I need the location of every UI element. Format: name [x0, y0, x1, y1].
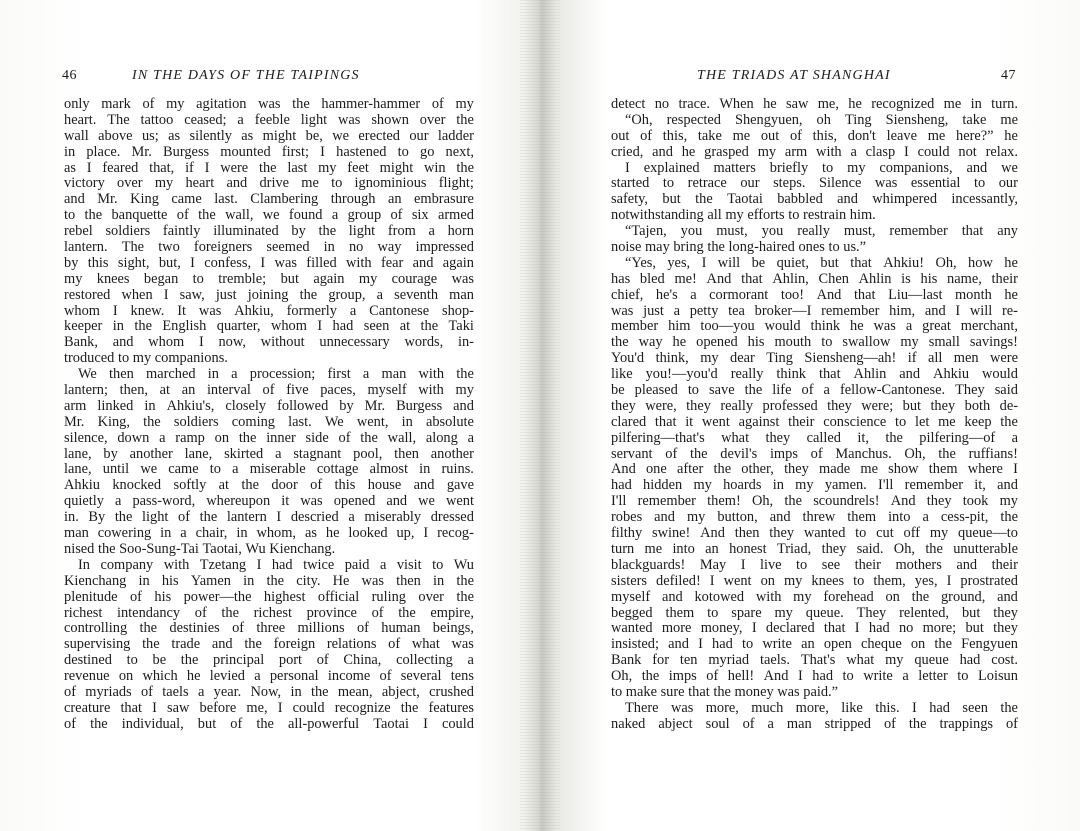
- text-line: “Yes, yes, I will be quiet, but that Ahkiu! Oh, how he: [625, 254, 1018, 271]
- text-line: notwithstanding all my efforts to restrain him.: [611, 207, 876, 224]
- text-line: lantern; then, at an interval of five paces, myself with my: [64, 382, 474, 399]
- text-line: lane, by another lane, skirted a stagnant pool, then another: [64, 445, 474, 462]
- text-line: Mr. King, the soldiers coming last. We went, in absolute: [64, 413, 474, 430]
- text-line: naked abject soul of a man stripped of the trappings of: [611, 715, 1018, 732]
- text-line: arm linked in Ahkiu's, closely followed by Mr. Burgess and: [64, 397, 474, 414]
- text-line: my knees began to tremble; but again my courage was: [64, 270, 474, 287]
- right-running-title: THE TRIADS AT SHANGHAI: [697, 68, 891, 83]
- text-line: lantern. The two foreigners seemed in no way impressed: [64, 239, 474, 256]
- text-line: as I feared that, if I were the last my feet might win the: [64, 159, 474, 176]
- text-line: only mark of my agitation was the hammer-hammer of my: [64, 96, 474, 112]
- text-line: to the banquette of the wall, we found a group of six armed: [64, 207, 474, 224]
- left-running-title: IN THE DAYS OF THE TAIPINGS: [132, 68, 360, 83]
- text-line: was just a petty tea broker—I remember him, and I will re-: [611, 302, 1018, 319]
- text-line: victory over my heart and drive me to ignominious flight;: [64, 175, 474, 192]
- text-line: I'll remember them! Oh, the scoundrels! And they took my: [611, 493, 1018, 510]
- text-line: keeper in the English quarter, whom I had seen at the Taki: [64, 318, 474, 335]
- text-line: member him too—you would think he was a great merchant,: [611, 318, 1018, 335]
- text-line: they were, they really professed they were; but they both de-: [611, 397, 1018, 414]
- text-line: heart. The tattoo ceased; a feeble light was shown over the: [64, 111, 474, 128]
- text-line: detect no trace. When he saw me, he recognized me in turn.: [611, 96, 1018, 112]
- text-line: “Tajen, you must, you really must, remember that any: [625, 223, 1018, 240]
- text-line: sisters defiled! I went on my knees to them, yes, I prostrated: [611, 572, 1018, 589]
- text-line: In company with Tzetang I had twice paid a visit to Wu: [78, 556, 474, 573]
- text-line: wall above us; as silently as might be, we erected our ladder: [64, 127, 474, 144]
- text-line: started to retrace our steps. Silence was essential to our: [611, 175, 1018, 192]
- text-line: in place. Mr. Burgess mounted first; I hastened to go next,: [64, 143, 474, 160]
- text-line: the way he opened his mouth to swallow my small savings!: [611, 334, 1018, 351]
- text-line: man cowering in a chair, in whom, as he looked up, I recog-: [64, 525, 474, 542]
- text-line: cried, and he grasped my arm with a clasp I could not relax.: [611, 143, 1018, 160]
- text-line: has bled me! And that Ahlin, Chen Ahlin is his name, their: [611, 270, 1018, 287]
- text-line: plenitude of his power—the highest official ruling over the: [64, 588, 474, 605]
- text-line: by this sight, but, I confess, I was filled with fear and again: [64, 254, 474, 271]
- text-line: of the individual, but of the all-powerful Taotai I could: [64, 715, 474, 732]
- text-line: richest intendancy of the richest province of the empire,: [64, 604, 474, 621]
- text-line: begged them to spare my queue. They relented, but they: [611, 604, 1018, 621]
- text-line: Kienchang in his Yamen in the city. He was then in the: [64, 572, 474, 589]
- right-page-text: [611, 97, 1018, 733]
- text-line: creature that I saw before me, I could recognize the features: [64, 699, 474, 716]
- text-line: in. By the light of the lantern I descried a miserably dressed: [64, 509, 474, 526]
- right-page: [611, 68, 1018, 733]
- text-line: filthy swine! And then they wanted to cut off my queue—to: [611, 525, 1018, 542]
- right-page-number: 47: [1001, 68, 1016, 83]
- text-line: controlling the destinies of three millions of human beings,: [64, 620, 474, 637]
- text-line: out of this, take me out of this, don't leave me here?” he: [611, 127, 1018, 144]
- text-line: And one after the other, they made me show them where I: [611, 461, 1018, 478]
- text-line: We then marched in a procession; first a man with the: [78, 366, 474, 383]
- text-line: lane, until we came to a miserable cottage almost in ruins.: [64, 461, 474, 478]
- text-line: quietly a pass-word, whereupon it was opened and we went: [64, 493, 474, 510]
- text-line: restored when I saw, just joining the group, a seventh man: [64, 286, 474, 303]
- text-line: I explained matters briefly to my companions, and we: [625, 159, 1018, 176]
- text-line: You'd think, my dear Ting Siensheng—ah! if all men were: [611, 350, 1018, 367]
- left-running-head: [64, 68, 474, 90]
- text-line: safety, but the Taotai babbled and whimpered incessantly,: [611, 191, 1018, 208]
- right-running-head: [611, 68, 1018, 90]
- text-line: myself and kotowed with my forehead on the ground, and: [611, 588, 1018, 605]
- text-line: insisted; and I had to write an open cheque on the Fengyuen: [611, 636, 1018, 653]
- text-line: rebel soldiers faintly illuminated by the light from a horn: [64, 223, 474, 240]
- text-line: Ahkiu knocked softly at the door of this house and gave: [64, 477, 474, 494]
- left-page-text: [64, 97, 474, 733]
- text-line: pilfering—that's what they called it, the pilfering—of a: [611, 429, 1018, 446]
- text-line: whom I knew. It was Ahkiu, formerly a Cantonese shop-: [64, 302, 474, 319]
- left-page: [64, 68, 474, 733]
- text-line: clared that it went against their conscience to let me keep the: [611, 413, 1018, 430]
- text-line: chief, he's a cormorant too! And that Liu—last month he: [611, 286, 1018, 303]
- text-line: troduced to my companions.: [64, 350, 228, 367]
- text-line: Bank, and whom I now, without unnecessary words, in-: [64, 334, 474, 351]
- text-line: to make sure that the money was paid.”: [611, 683, 839, 700]
- text-line: turn me into an honest Triad, they said. Oh, the unutterable: [611, 540, 1018, 557]
- text-line: nised the Soo-Sung-Tai Taotai, Wu Kienchang.: [64, 540, 336, 557]
- text-line: noise may bring the long-haired ones to us.”: [611, 239, 867, 256]
- text-line: revenue on which he levied a personal income of several tens: [64, 668, 474, 685]
- text-line: supervising the trade and the foreign relations of what was: [64, 636, 474, 653]
- text-line: Oh, the imps of hell! And I had to write a letter to Loisun: [611, 668, 1018, 685]
- text-line: servant of the devil's imps of Manchus. Oh, the ruffians!: [611, 445, 1018, 462]
- text-line: had hidden my hoards in my yamen. I'll remember it, and: [611, 477, 1018, 494]
- text-line: and Mr. King came last. Clambering through an embrasure: [64, 191, 474, 208]
- text-line: wanted more money, I declared that I had no more; but they: [611, 620, 1018, 637]
- text-line: silence, down a ramp on the inner side of the wall, along a: [64, 429, 474, 446]
- text-line: There was more, much more, like this. I had seen the: [625, 699, 1018, 716]
- text-line: “Oh, respected Shengyuen, oh Ting Siensheng, take me: [625, 111, 1018, 128]
- text-line: Bank for ten myriad taels. That's what my queue had cost.: [611, 652, 1018, 669]
- text-line: blackguards! May I live to see their mothers and their: [611, 556, 1018, 573]
- left-page-number: 46: [62, 68, 77, 83]
- book-gutter: [520, 0, 560, 831]
- text-line: robes and my button, and threw them into a cess-pit, the: [611, 509, 1018, 526]
- text-line: be pleased to save the life of a fellow-Cantonese. They said: [611, 382, 1018, 399]
- text-line: of myriads of taels a year. Now, in the mean, abject, crushed: [64, 683, 474, 700]
- text-line: like you!—you'd really think that Ahlin and Ahkiu would: [611, 366, 1018, 383]
- text-line: destined to be the principal port of China, collecting a: [64, 652, 474, 669]
